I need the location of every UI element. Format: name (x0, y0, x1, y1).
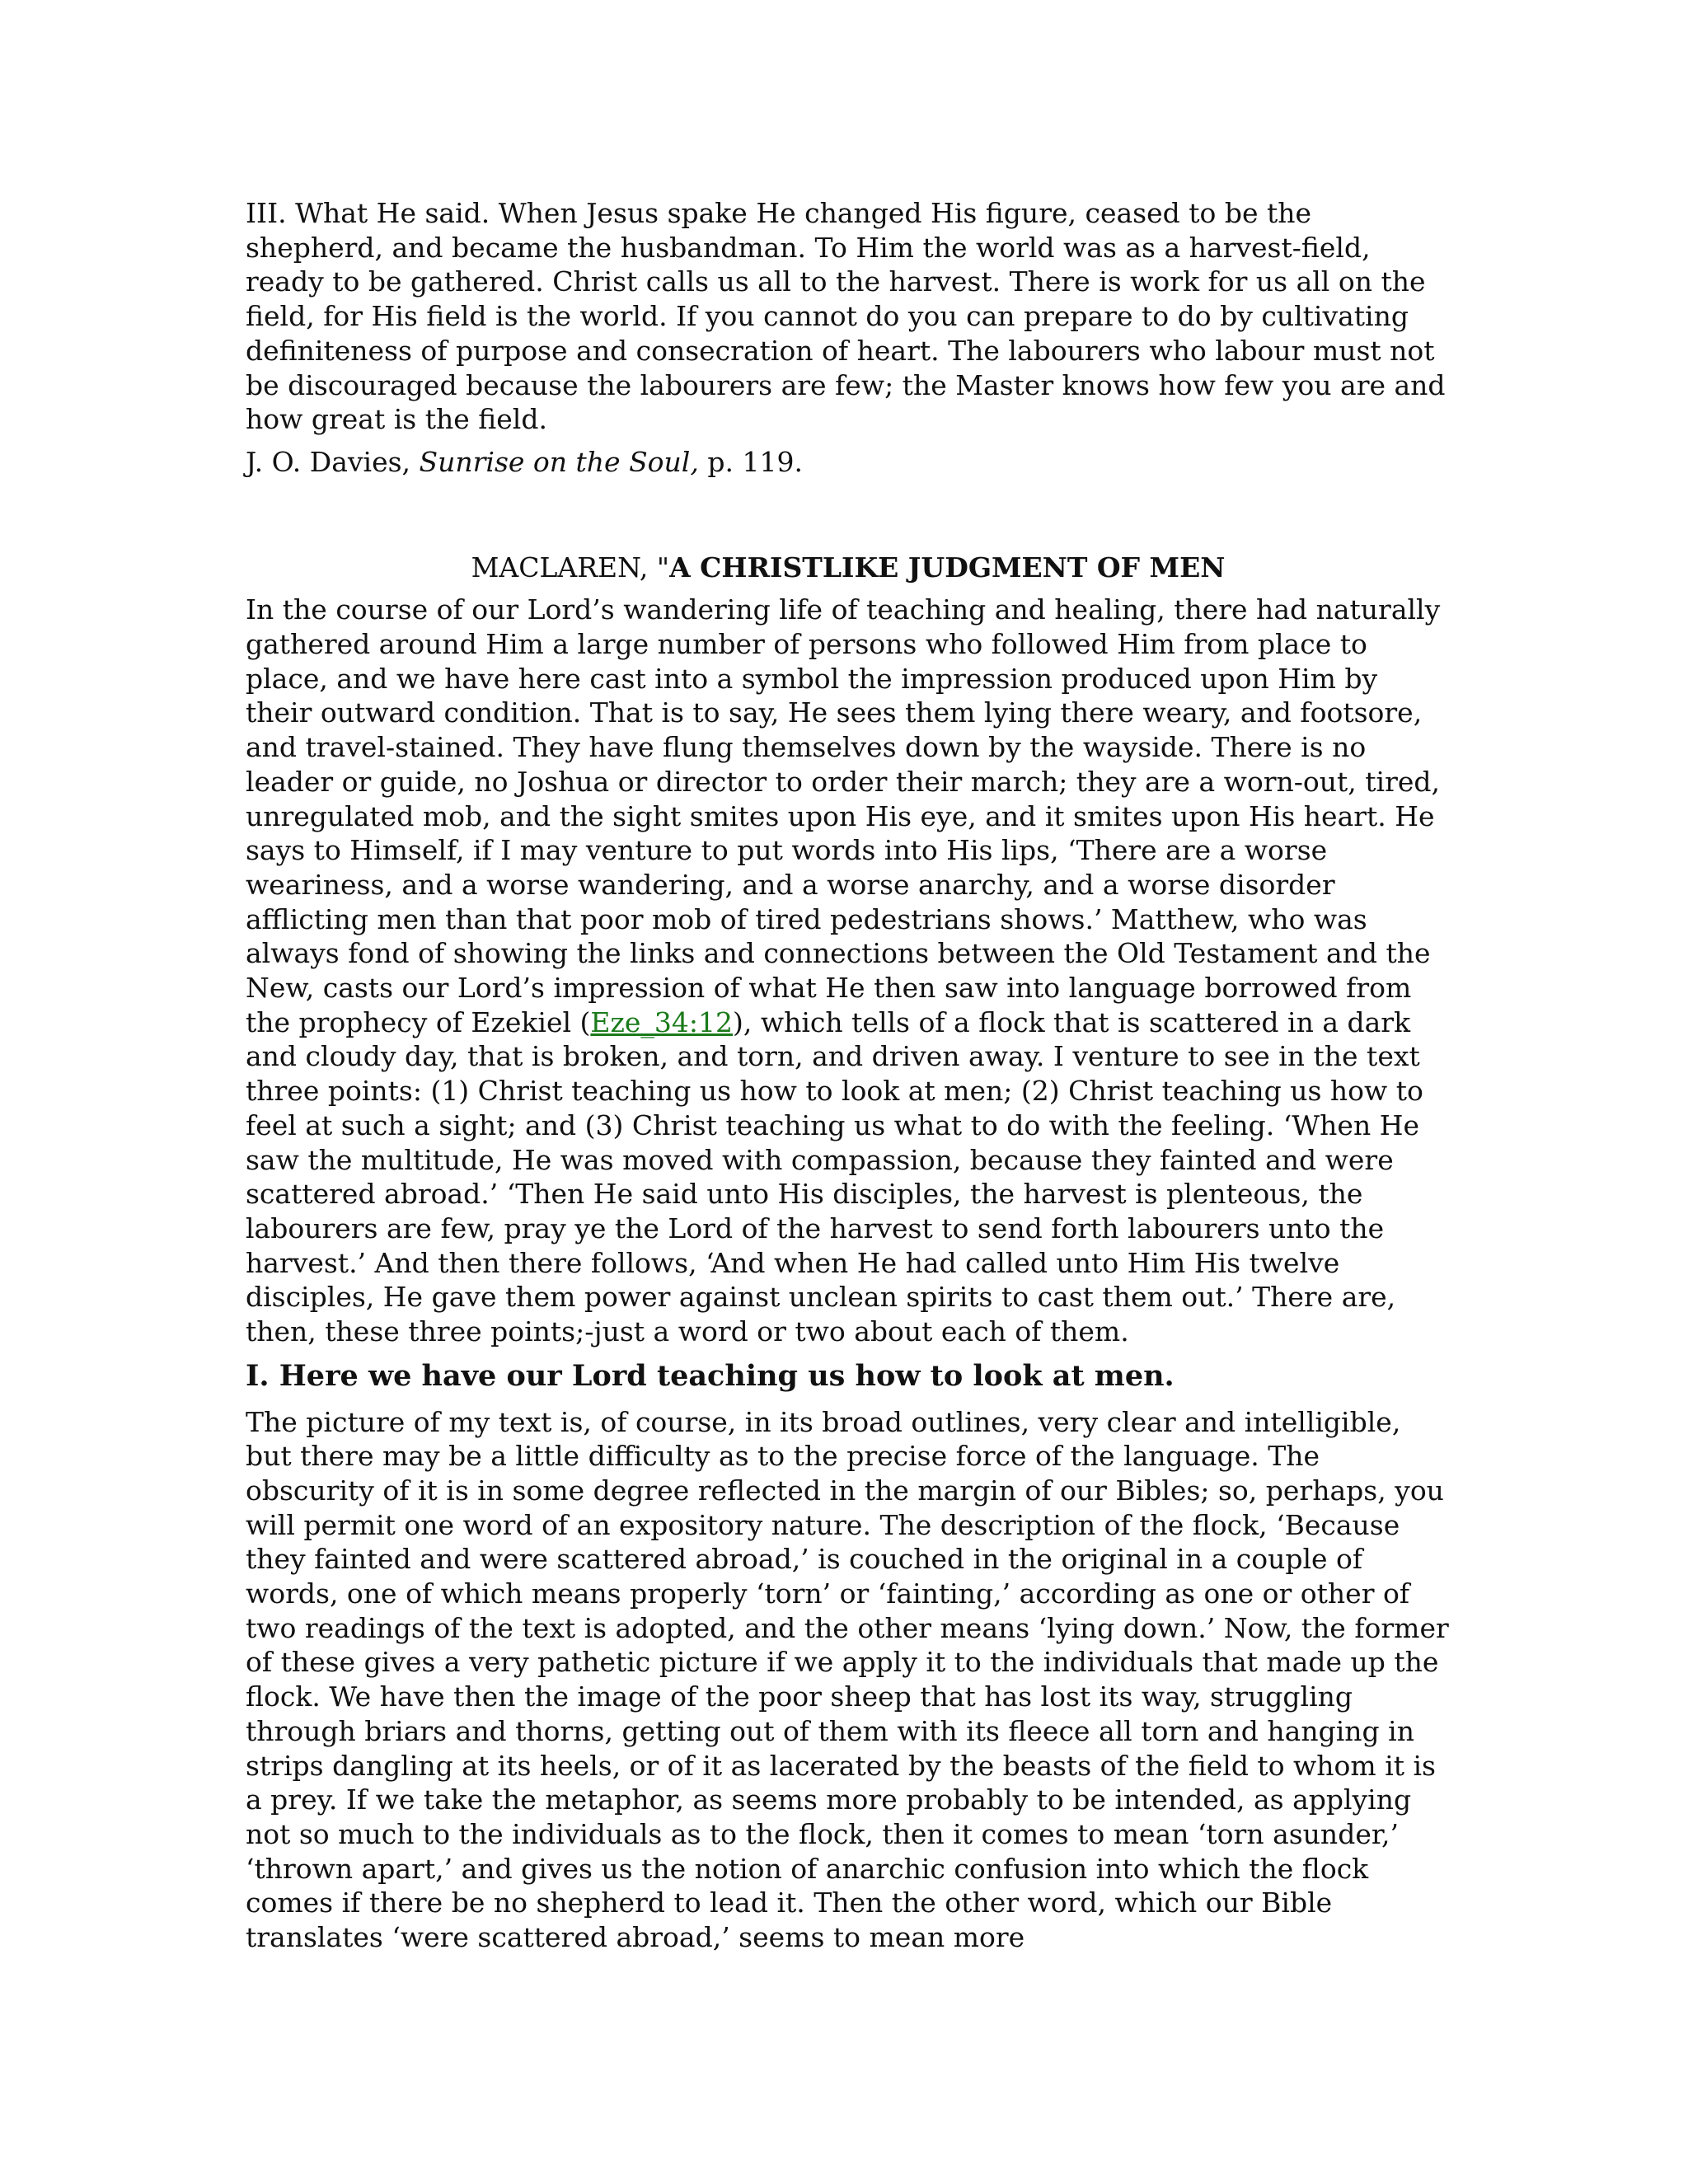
citation (246, 445, 1451, 480)
spacer (246, 437, 1451, 445)
heading-title: A CHRISTLIKE JUDGMENT OF MEN (669, 551, 1226, 583)
section-heading (246, 551, 1451, 585)
citation-title: Sunrise on the Soul, (419, 445, 699, 478)
citation-page: p. 119. (698, 445, 803, 478)
citation-author: J. O. Davies, (246, 445, 420, 478)
intro-text-before-link: In the course of our Lord’s wandering life of teaching and healing, there had naturally gathered around Him a large number of persons who followed Him from place to place, and we have here cast into a symbol the impression produced upon Him by their outward condition. That is to say, He sees them lying there weary, and footsore, and travel-stained. They have flung themselves down by the wayside. There is no leader or guide, no Joshua or director to order their march; they are a worn-out, tired, unregulated mob, and the sight smites upon His eye, and it smites upon His heart. He says to Himself, if I may venture to put words into His lips, ‘There are a worse weariness, and a worse wandering, and a worse anarchy, and a worse disorder afflicting men than that poor mob of tired pedestrians shows.’ Matthew, who was always fond of showing the links and connections between the Old Testament and the New, casts our Lord’s impression of what He then saw into language borrowed from the prophecy of Ezekiel ( (246, 593, 1441, 1038)
heading-prefix: MACLAREN, " (471, 551, 670, 583)
intro-paragraph (246, 593, 1451, 1348)
document-page (246, 196, 1451, 1955)
intro-text-after-link: ), which tells of a flock that is scattered in a dark and cloudy day, that is broken, and torn, and driven away. I venture to see in the text three points: (1) Christ teaching us how to look at men; (2) Christ teaching us how to feel at such a sight; and (3) Christ teaching us what to do with the feeling. ‘When He saw the multitude, He was moved with compassion, because they fainted and were scattered abroad.’ ‘Then He said unto His disciples, the harvest is plenteous, the labourers are few, pray ye the Lord of the harvest to send forth labourers unto the harvest.’ And then there follows, ‘And when He had called unto Him His twelve disciples, He gave them power against unclean spirits to cast them out.’ There are, then, these three points;-just a word or two about each of them. (246, 1005, 1423, 1348)
section-three-paragraph: III. What He said. When Jesus spake He changed His figure, ceased to be the shepherd, and became the husbandman. To Him the world was as a harvest-field, ready to be gathered. Christ calls us all to the harvest. There is work for us all on the field, for His field is the world. If you cannot do you can prepare to do by cultivating definiteness of purpose and consecration of heart. The labourers who labour must not be discouraged because the labourers are few; the Master knows how few you are and how great is the field. (246, 197, 1446, 436)
body-paragraph: The picture of my text is, of course, in its broad outlines, very clear and intelligible, but there may be a little difficulty as to the precise force of the language. The obscurity of it is in some degree reflected in the margin of our Bibles; so, perhaps, you will permit one word of an expository nature. The description of the flock, ‘Because they fainted and were scattered abroad,’ is couched in the original in a couple of words, one of which means properly ‘torn’ or ‘fainting,’ according as one or other of two readings of the text is adopted, and the other means ‘lying down.’ Now, the former of these gives a very pathetic picture if we apply it to the individuals that made up the flock. We have then the image of the poor sheep that has lost its way, struggling through briars and thorns, getting out of them with its fleece all torn and hanging in strips dangling at its heels, or of it as lacerated by the beasts of the field to whom it is a prey. If we take the metaphor, as seems more probably to be intended, as applying not so much to the individuals as to the flock, then it comes to mean ‘torn asunder,’ ‘thrown apart,’ and gives us the notion of anarchic confusion into which the flock comes if there be no shepherd to lead it. Then the other word, which our Bible translates ‘were scattered abroad,’ seems to mean more (246, 1405, 1449, 1954)
spacer (246, 480, 1451, 551)
point-one-heading: I. Here we have our Lord teaching us how to look at men. (246, 1358, 1175, 1393)
scripture-reference-link[interactable]: Eze_34:12 (590, 1005, 734, 1038)
